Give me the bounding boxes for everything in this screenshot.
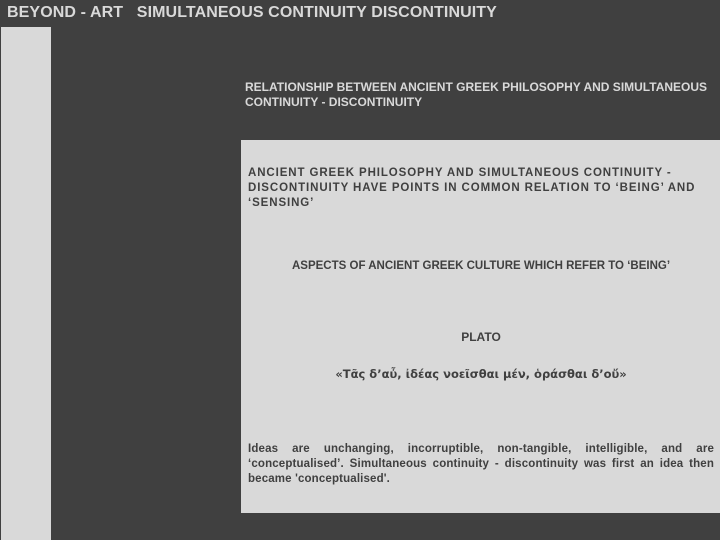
intro-text: ANCIENT GREEK PHILOSOPHY AND SIMULTANEOUS CONTINUITY - DISCONTINUITY HAVE POINTS IN COMMON RELATION TO ‘BEING’ AND ‘SENSING’ — [248, 167, 696, 209]
greek-quote: «Tᾶς δ’αὖ, ἰδέας νοεῖσθαι μέν, ὁράσθαι δ’οὔ» — [335, 367, 627, 381]
section-heading: ASPECTS OF ANCIENT GREEK CULTURE WHICH REFER TO ‘BEING’ — [291, 260, 671, 272]
content-panel — [241, 140, 720, 513]
body-paragraph: Ideas are unchanging, incorruptible, non-tangible, intelligible, and are ‘conceptualised’. Simultaneous continuity - discontinuity was first an idea then became 'conceptualised'. — [248, 443, 714, 485]
page-heading: RELATIONSHIP BETWEEN ANCIENT GREEK PHILOSOPHY AND SIMULTANEOUS CONTINUITY - DISCONTINUITY — [245, 80, 708, 109]
left-sidebar-panel — [1, 27, 51, 540]
site-title: BEYOND - ART SIMULTANEOUS CONTINUITY DISCONTINUITY — [7, 4, 497, 21]
author-name: PLATO — [461, 330, 501, 344]
